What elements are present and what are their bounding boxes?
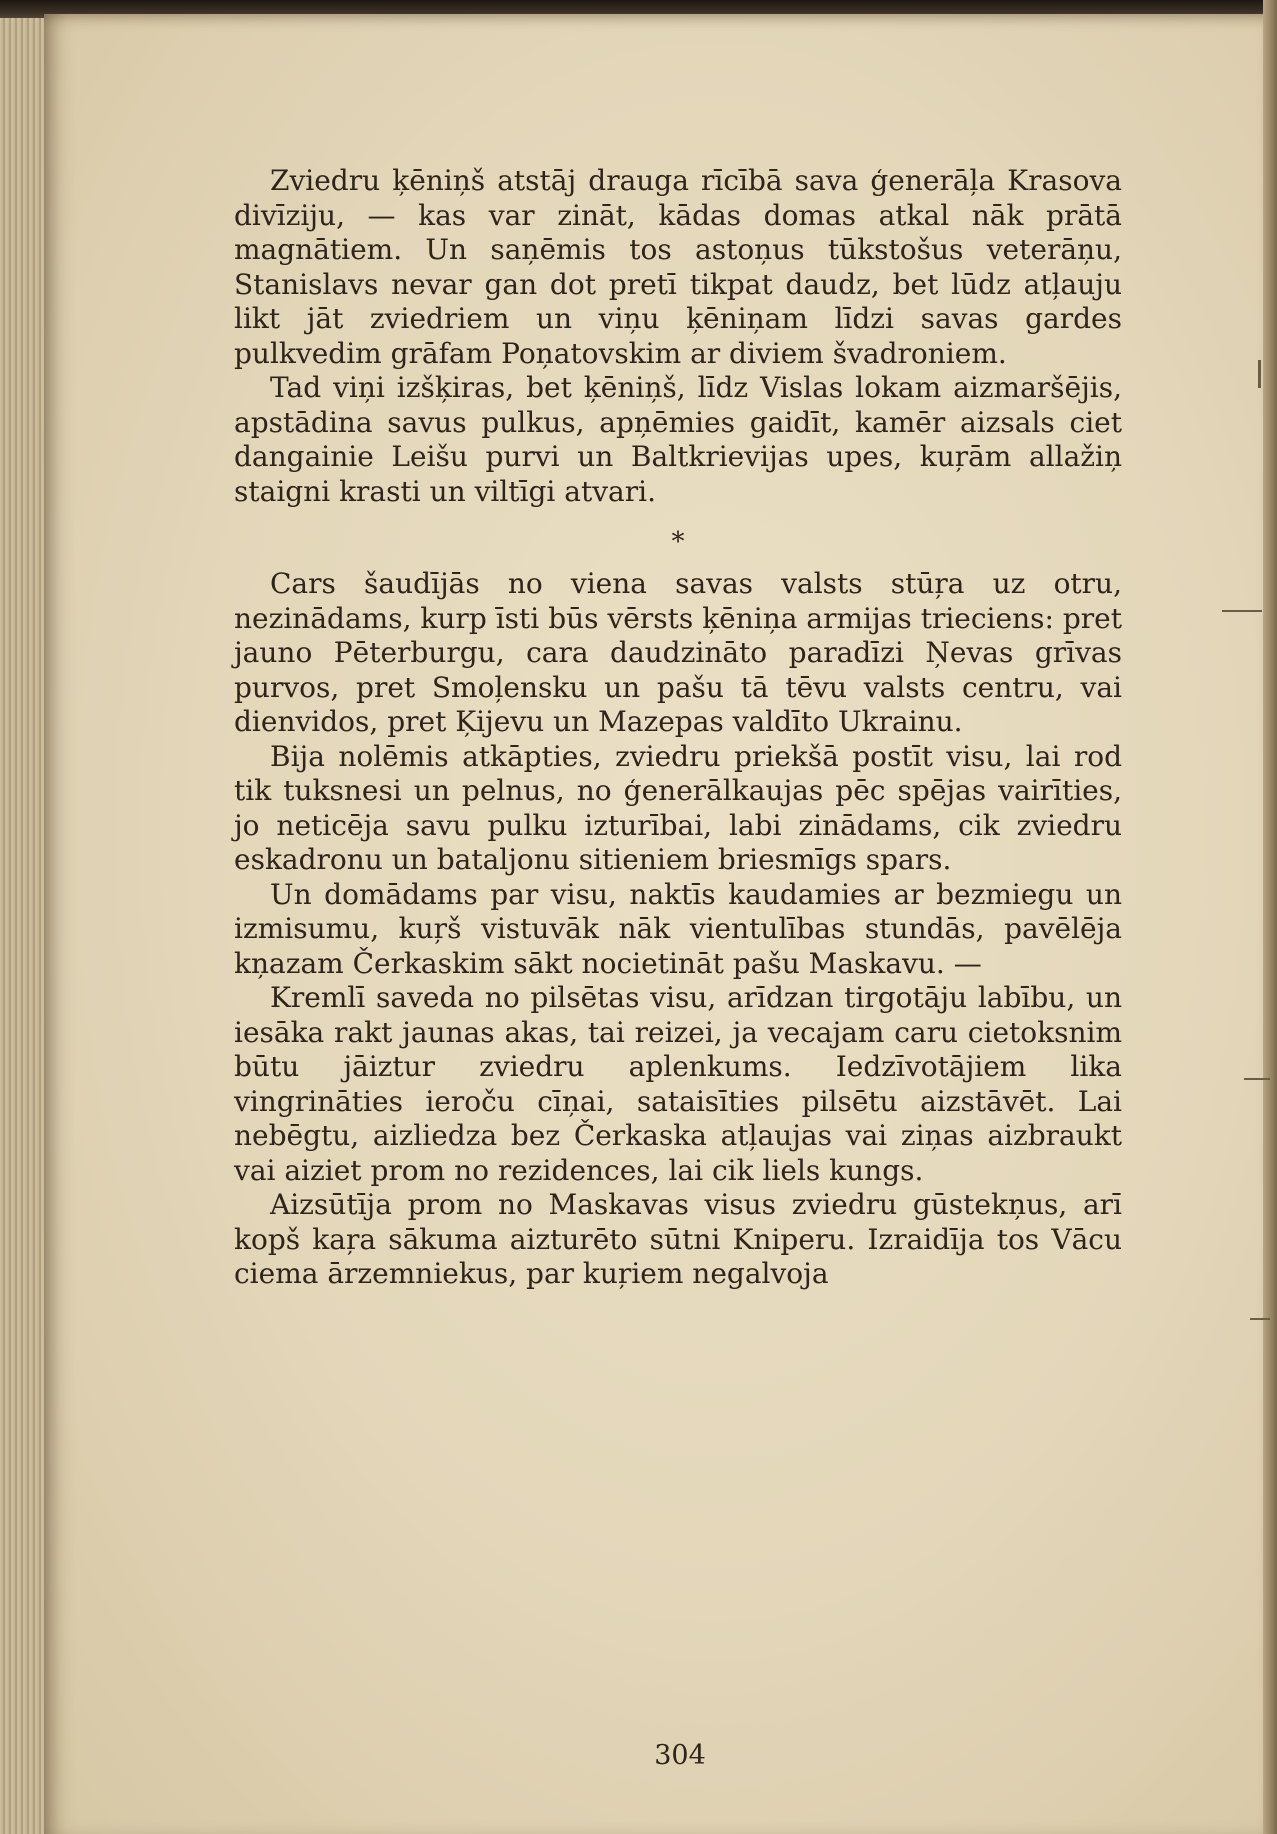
margin-mark <box>1244 1078 1270 1080</box>
paragraph: Un domādams par visu, naktīs kaudamies ar bezmiegu un izmisumu, kuŗš vistuvāk nāk vientulības stundās, pavēlēja kņazam Čerkaskim sākt nocietināt pašu Maskavu. — <box>234 877 1122 980</box>
paragraph: Tad viņi izšķiras, bet ķēniņš, līdz Vislas lokam aizmaršējis, apstādina savus pulkus, apņēmies gaidīt, kamēr aizsals ciet dangainie Leišu purvi un Baltkrievijas upes, kuŗām allažiņ staigni krasti un viltīgi atvari. <box>234 371 1122 508</box>
book-right-edge <box>1263 0 1277 1834</box>
paragraph: Aizsūtīja prom no Maskavas visus zviedru gūstekņus, arī kopš kaŗa sākuma aizturēto sūtni Kniperu. Izraidīja tos Vācu ciema ārzemniekus, par kuŗiem negalvoja <box>234 1188 1122 1290</box>
paragraph: Bija nolēmis atkāpties, zviedru priekšā postīt visu, lai rod tik tuksnesi un pelnus, no ģenerālkaujas pēc spējas vairīties, jo neticēja savu pulku izturībai, labi zinādams, cik zviedru eskadronu un bataljonu sitieniem briesmīgs spars. <box>234 739 1122 876</box>
body-text <box>234 164 1122 1292</box>
paragraph: Kremlī saveda no pilsētas visu, arīdzan tirgotāju labību, un iesāka rakt jaunas akas, tai reizei, ja vecajam caru cietoksnim būtu jāiztur zviedru aplenkums. Iedzīvotājiem lika vingrināties ieroču cīņai, sataisīties pilsētu aizstāvēt. Lai nebēgtu, aizliedza bez Čerkaska atļaujas vai ziņas aizbraukt vai aiziet prom no rezidences, lai cik liels kungs. <box>234 981 1122 1187</box>
paragraph: Zviedru ķēniņš atstāj drauga rīcībā sava ģenerāļa Krasova divīziju, — kas var zināt, kādas domas atkal nāk prātā magnātiem. Un saņēmis tos astoņus tūkstošus veterāņu, Stanislavs nevar gan dot pretī tikpat daudz, bet lūdz atļauju likt jāt zviedriem un viņu ķēniņam līdzi savas gardes pulkvedim grāfam Poņatovskim ar diviem švadroniem. <box>234 164 1122 370</box>
margin-mark <box>1258 360 1261 388</box>
paragraph: Cars šaudījās no viena savas valsts stūŗa uz otru, nezinādams, kurp īsti būs vērsts ķēniņa armijas trieciens: pret jauno Pēterburgu, cara daudzināto paradīzi Ņevas grīvas purvos, pret Smoļensku un pašu tā tēvu valsts centru, vai dienvidos, pret Ķijevu un Mazepas valdīto Ukrainu. <box>234 567 1122 738</box>
margin-mark <box>1250 1318 1270 1320</box>
margin-mark <box>1222 610 1262 612</box>
section-separator: * <box>671 527 685 557</box>
page-number: 304 <box>654 1740 706 1771</box>
